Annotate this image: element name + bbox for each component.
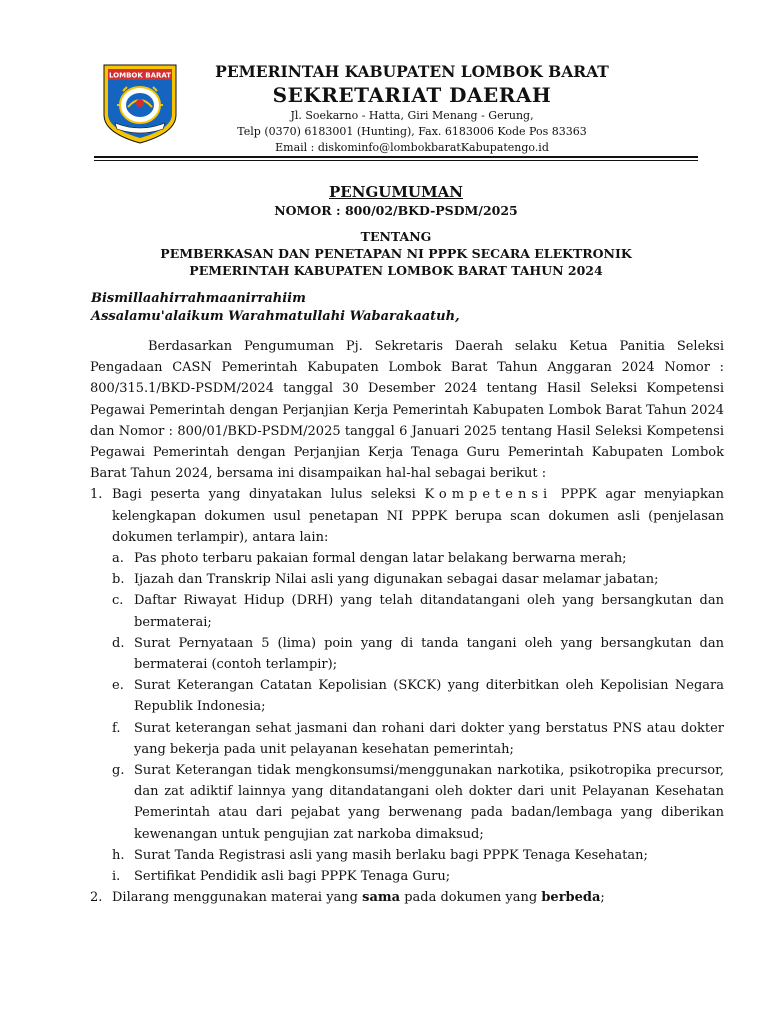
list-item-2: 2. Dilarang menggunakan materai yang sama pada dokumen yang berbeda; [90, 887, 724, 908]
office-phone: Telp (0370) 6183001 (Hunting), Fax. 6183006 Kode Pos 83363 [237, 125, 587, 138]
list-item: e. Surat Keterangan Catatan Kepolisian (SKCK) yang diterbitkan oleh Kepolisian Negara Republik Indonesia; [112, 678, 724, 715]
list-number: 1. [90, 487, 103, 503]
greeting [91, 290, 711, 326]
greeting-line1: Bismillaahirrahmaanirrahiim [91, 291, 306, 306]
bold-word-berbeda: berbeda [541, 890, 601, 906]
item1-text: Bagi peserta yang dinyatakan lulus seleksi Kompetensi PPPK agar menyiapkan kelengkapan dokumen usul penetapan NI PPPK berupa scan dokumen asli (penjelasan dokumen terlampir), antara lain: [112, 487, 725, 545]
announcement-title-block [94, 182, 698, 279]
list-number: 2. [90, 890, 103, 906]
list-item: f. Surat keterangan sehat jasmani dan rohani dari dokter yang berstatus PNS atau dokter yang bekerja pada unit pelayanan kesehatan pemerintah; [112, 720, 724, 757]
announcement-number: NOMOR : 800/02/BKD-PSDM/2025 [274, 203, 518, 218]
letterhead-divider-thick [94, 156, 698, 158]
logo-banner-text: LOMBOK BARAT [108, 71, 172, 80]
office-email: Email : diskominfo@lombokbaratKabupatengo.id [275, 141, 549, 154]
list-item: d. Surat Pernyataan 5 (lima) poin yang di tanda tangani oleh yang bersangkutan dan bermaterai (contoh terlampir); [112, 635, 724, 673]
document-list [112, 548, 724, 887]
announcement-subject-line2: PEMERINTAH KABUPATEN LOMBOK BARAT TAHUN 2024 [189, 263, 603, 278]
bold-word-sama: sama [362, 890, 401, 906]
list-item: a. Pas photo terbaru pakaian formal dengan latar belakang berwarna merah; [112, 551, 627, 567]
letterhead-divider-thin [94, 160, 698, 161]
list-item: c. Daftar Riwayat Hidup (DRH) yang telah ditandatangani oleh yang bersangkutan dan bermaterai; [112, 593, 724, 630]
list-item: h. Surat Tanda Registrasi asli yang masih berlaku bagi PPPK Tenaga Kesehatan; [112, 847, 648, 863]
item1-spaced-word: Kompetensi [424, 487, 553, 503]
lombok-barat-logo-icon [101, 63, 179, 145]
list-item: i. Sertifikat Pendidik asli bagi PPPK Tenaga Guru; [112, 869, 451, 885]
announcement-body [90, 336, 724, 908]
list-item: b. Ijazah dan Transkrip Nilai asli yang digunakan sebagai dasar melamar jabatan; [112, 572, 659, 588]
announcement-about: TENTANG [360, 229, 432, 244]
letterhead [190, 62, 634, 156]
list-item-1 [90, 484, 724, 887]
office-name: SEKRETARIAT DAERAH [272, 83, 552, 107]
intro-paragraph: Berdasarkan Pengumuman Pj. Sekretaris Daerah selaku Ketua Panitia Seleksi Pengadaan CASN Pemerintah Kabupaten Lombok Barat Tahun Anggaran 2024 Nomor : 800/315.1/BKD-PSDM/2024 tanggal 30 Desember 2024 tentang Hasil Seleksi Kompetensi Pegawai Pemerintah dengan Perjanjian Kerja Pemerintah Kabupaten Lombok Barat Tahun 2024 dan Nomor : 800/01/BKD-PSDM/2025 tanggal 6 Januari 2025 tentang Hasil Seleksi Kompetensi Pegawai Pemerintah dengan Perjanjian Kerja Tenaga Guru Pemerintah Kabupaten Lombok Barat Tahun 2024, bersama ini disampaikan hal-hal sebagai berikut : [90, 339, 724, 482]
list-item: g. Surat Keterangan tidak mengkonsumsi/menggunakan narkotika, psikotropika precursor, dan zat adiktif lainnya yang ditandatangani oleh dokter dari unit Pelayanan Kesehatan Pemerintah atau dari pejabat yang berwenang pada badan/lembaga yang diberikan kewenangan untuk pengujian zat narkoba dimaksud; [112, 763, 724, 842]
greeting-line2: Assalamu'alaikum Warahmatullahi Wabarakaatuh, [91, 309, 460, 324]
government-name: PEMERINTAH KABUPATEN LOMBOK BARAT [215, 62, 609, 81]
office-address: Jl. Soekarno - Hatta, Giri Menang - Gerung, [290, 109, 534, 122]
announcement-subject-line1: PEMBERKASAN DAN PENETAPAN NI PPPK SECARA ELEKTRONIK [160, 246, 632, 261]
announcement-heading: PENGUMUMAN [329, 183, 463, 201]
requirements-list [90, 484, 724, 908]
